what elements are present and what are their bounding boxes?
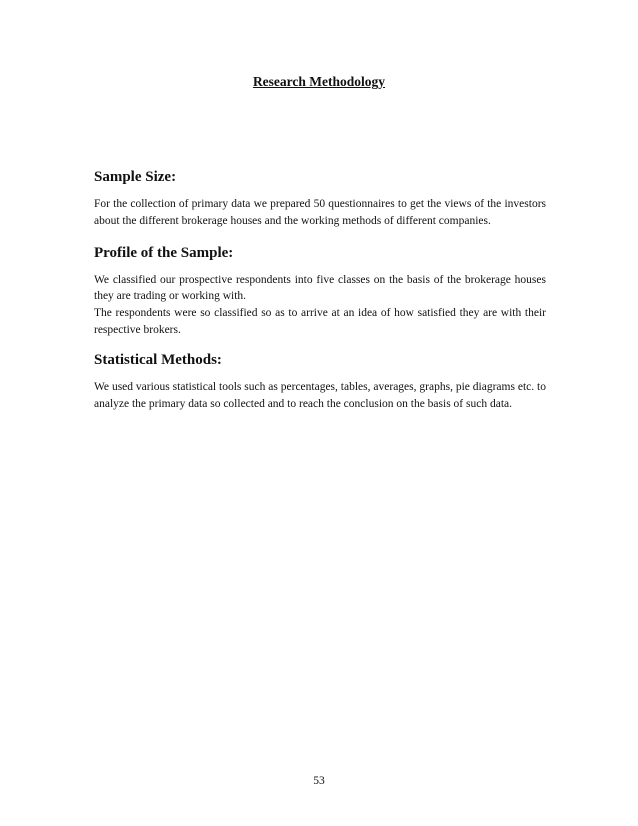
page-number: 53 <box>313 775 325 787</box>
section-sample-size <box>94 166 546 230</box>
section-paragraph: For the collection of primary data we prepared 50 questionnaires to get the views of the investors about the different brokerage houses and the working methods of different companies. <box>94 198 546 227</box>
section-paragraph: We used various statistical tools such as percentages, tables, averages, graphs, pie diagrams etc. to analyze the primary data so collected and to reach the conclusion on the basis of such data. <box>94 380 546 410</box>
section-heading: Profile of the Sample: <box>94 244 234 261</box>
document-body <box>94 166 546 412</box>
section-profile-of-sample <box>94 242 546 339</box>
section-statistical-methods <box>94 349 546 413</box>
page-title: Research Methodology <box>252 74 386 89</box>
section-heading: Sample Size: <box>94 169 177 185</box>
section-paragraph: The respondents were so classified so as to arrive at an idea of how satisfied they are with their respective brokers. <box>94 307 546 336</box>
section-paragraph: We classified our prospective respondents into five classes on the basis of the brokerage houses they are trading or working with. <box>94 273 546 303</box>
section-heading: Statistical Methods: <box>94 351 222 368</box>
